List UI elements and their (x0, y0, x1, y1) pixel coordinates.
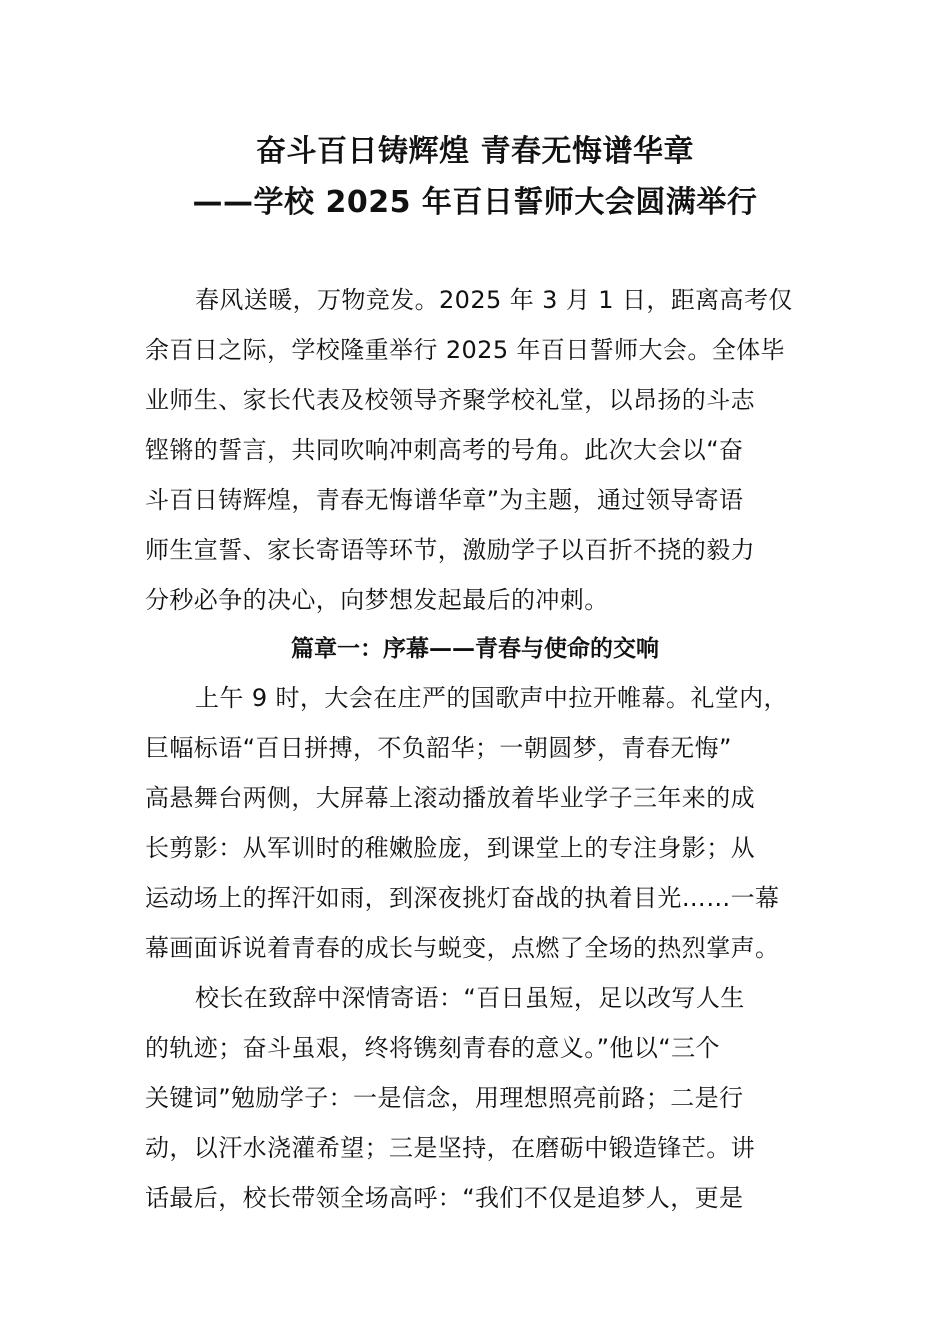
paragraph-line: 业师生、家长代表及校领导齐聚学校礼堂，以昂扬的斗志 (145, 386, 755, 414)
paragraph-line: 运动场上的挥汗如雨，到深夜挑灯奋战的执着目光……一幕 (145, 884, 780, 912)
paragraph-line: 春风送暖，万物竞发。2025 年 3 月 1 日，距离高考仅 (195, 286, 793, 314)
paragraph-line: 话最后，校长带领全场高呼：“我们不仅是追梦人，更是 (145, 1184, 744, 1212)
paragraph-line: 铿锵的誓言，共同吹响冲刺高考的号角。此次大会以“奋 (145, 436, 744, 464)
document-subtitle: ——学校 2025 年百日誓师大会圆满举行 (192, 185, 758, 220)
paragraph-line: 的轨迹；奋斗虽艰，终将镌刻青春的意义。”他以“三个 (145, 1034, 720, 1062)
paragraph-line: 关键词”勉励学子：一是信念，用理想照亮前路；二是行 (145, 1084, 744, 1112)
paragraph-line: 上午 9 时，大会在庄严的国歌声中拉开帷幕。礼堂内， (195, 684, 788, 712)
paragraph-line: 幕画面诉说着青春的成长与蜕变，点燃了全场的热烈掌声。 (145, 934, 780, 962)
document-title: 奋斗百日铸辉煌 青春无悔谱华章 (256, 134, 694, 169)
paragraph-line: 长剪影：从军训时的稚嫩脸庞，到课堂上的专注身影；从 (145, 834, 755, 862)
paragraph-line: 余百日之际，学校隆重举行 2025 年百日誓师大会。全体毕 (145, 336, 785, 364)
paragraph-line: 分秒必争的决心，向梦想发起最后的冲刺。 (145, 586, 609, 614)
paragraph-line: 巨幅标语“百日拼搏，不负韶华；一朝圆梦，青春无悔” (145, 734, 732, 762)
paragraph-line: 动，以汗水浇灌希望；三是坚持，在磨砺中锻造锋芒。讲 (145, 1134, 755, 1162)
paragraph-line: 师生宣誓、家长寄语等环节，激励学子以百折不挠的毅力 (145, 536, 755, 564)
section-heading: 篇章一：序幕——青春与使命的交响 (291, 636, 659, 662)
paragraph-line: 高悬舞台两侧，大屏幕上滚动播放着毕业学子三年来的成 (145, 784, 755, 812)
paragraph-line: 校长在致辞中深情寄语：“百日虽短，足以改写人生 (195, 984, 745, 1012)
paragraph-line: 斗百日铸辉煌，青春无悔谱华章”为主题，通过领导寄语 (145, 486, 744, 514)
